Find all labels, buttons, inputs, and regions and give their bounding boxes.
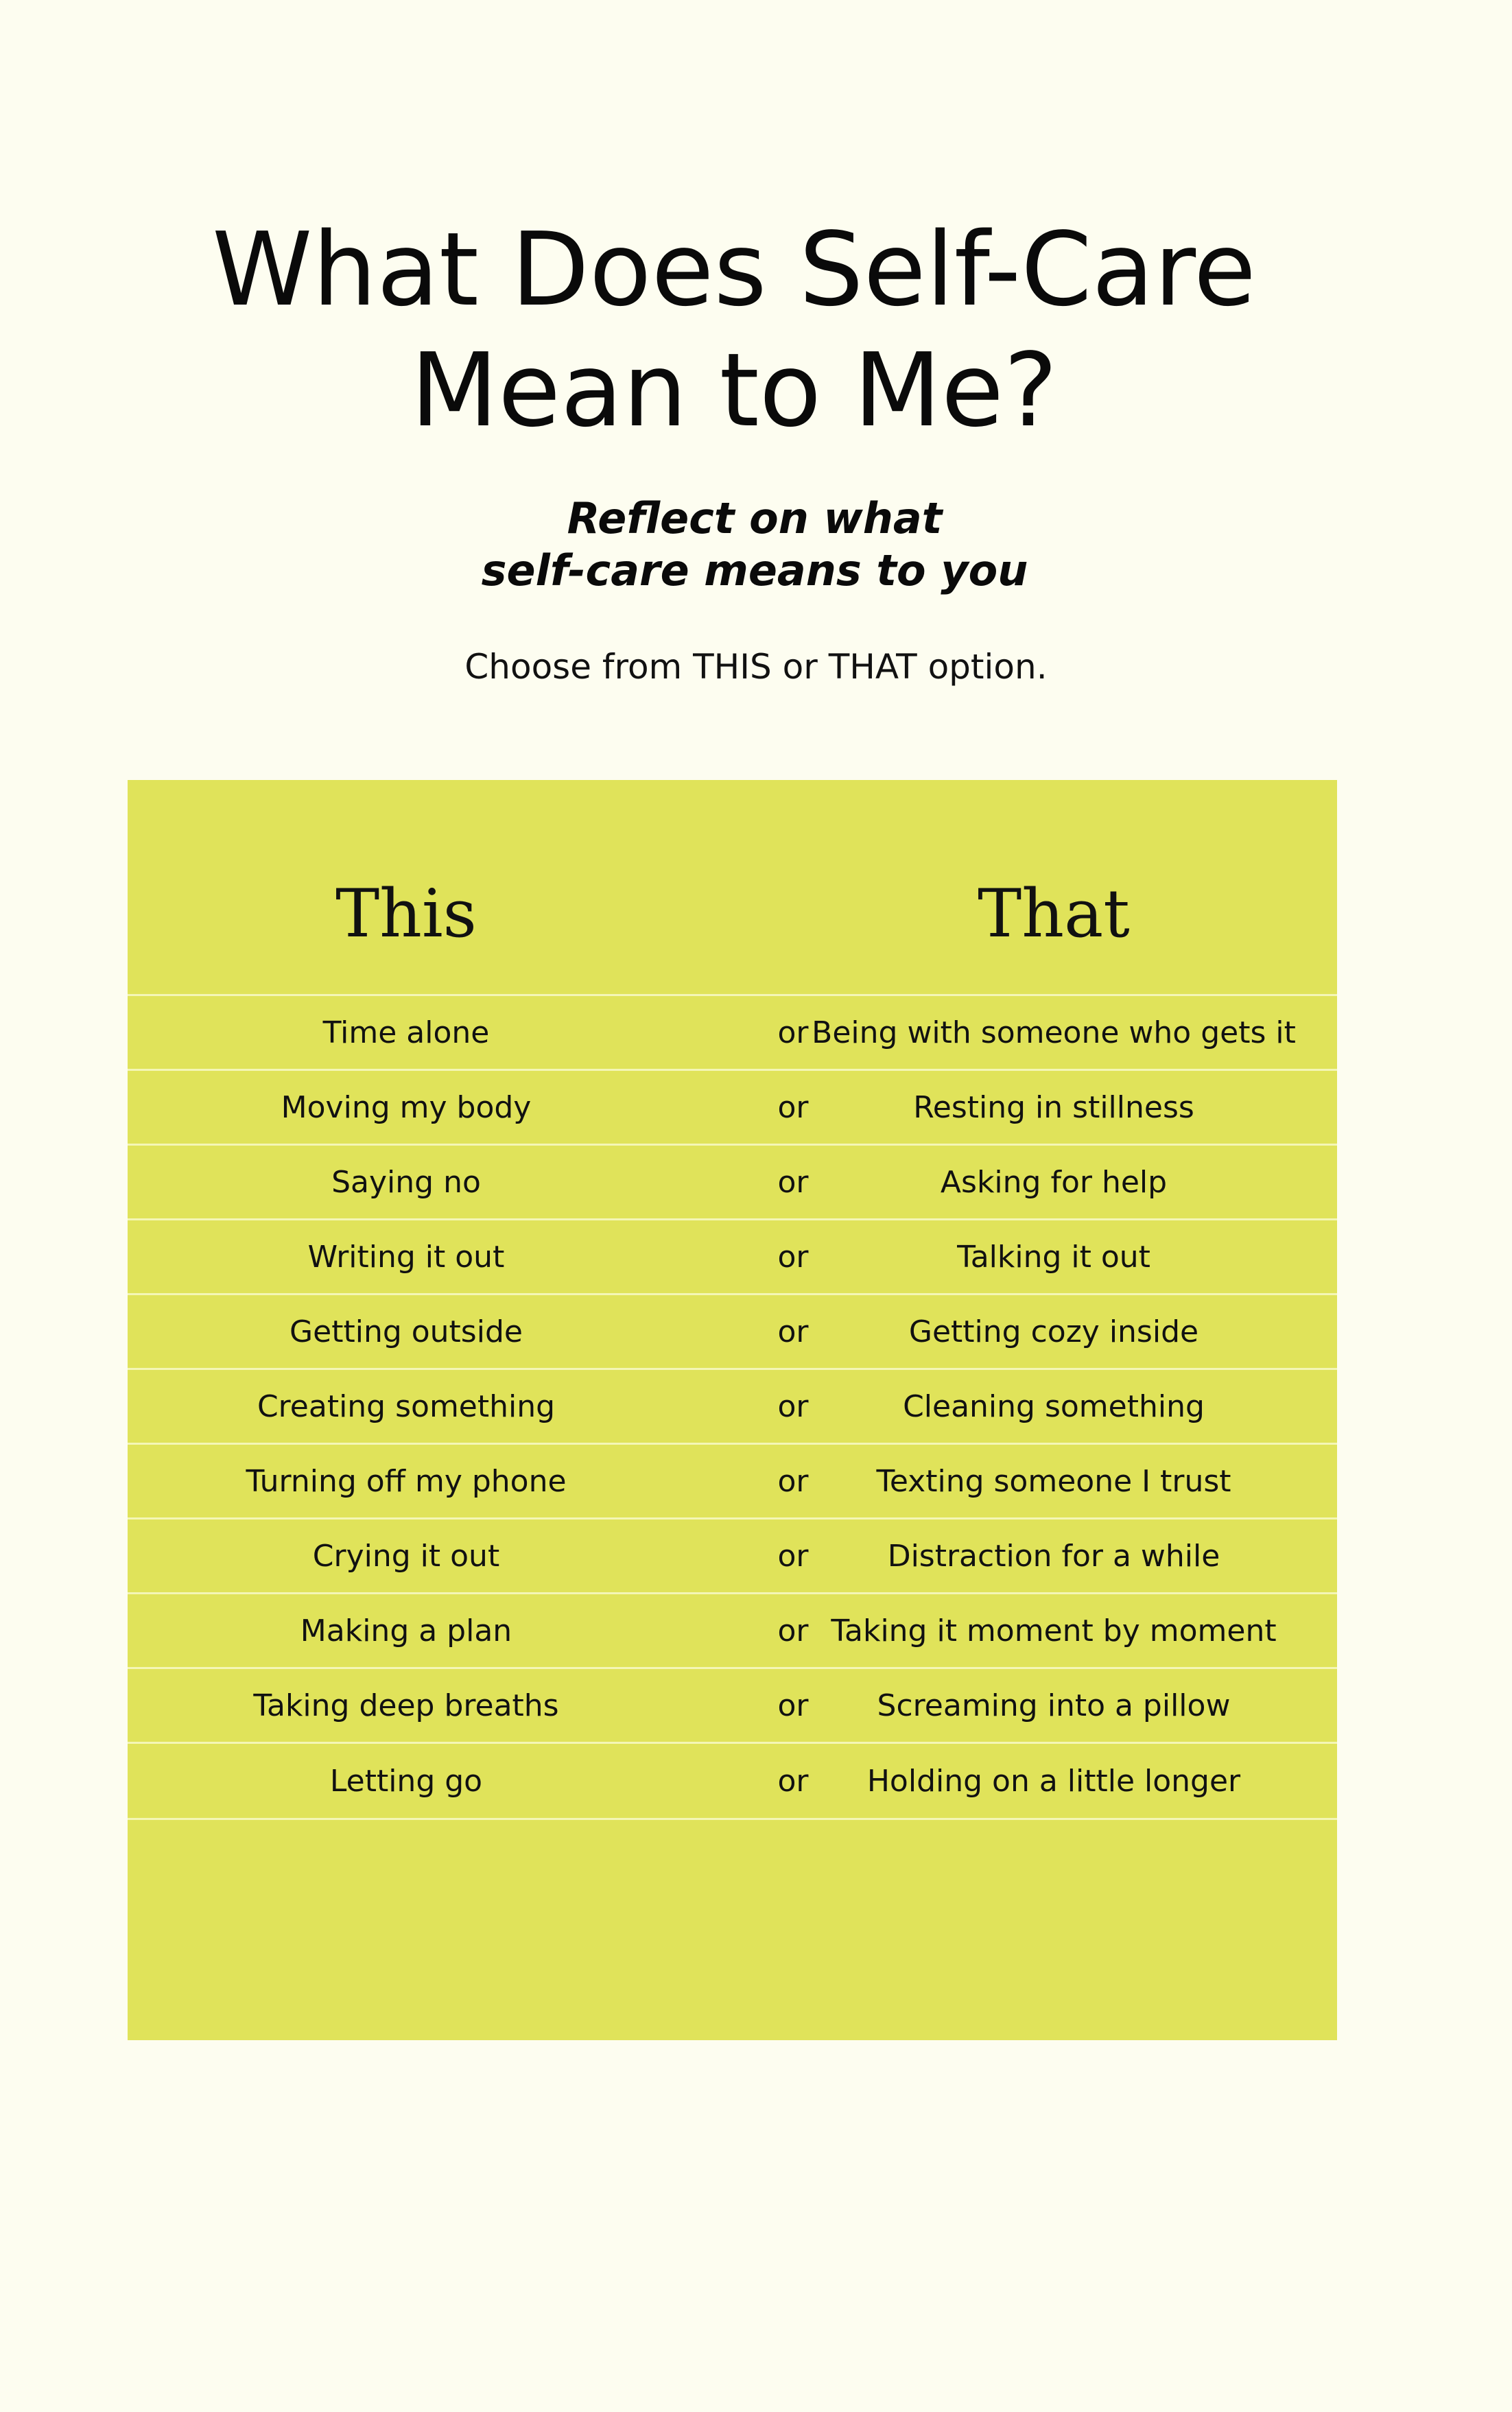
table-row bbox=[128, 1144, 1337, 1218]
or-separator: or bbox=[777, 1314, 809, 1349]
or-separator: or bbox=[777, 1089, 809, 1125]
option-that: Getting cozy inside bbox=[908, 1314, 1199, 1349]
option-that: Distraction for a while bbox=[887, 1538, 1220, 1574]
table-row bbox=[128, 1443, 1337, 1517]
page-title-line-2: Mean to Me? bbox=[410, 331, 1058, 449]
table-row bbox=[128, 1742, 1337, 1820]
subtitle-line-2: self-care means to you bbox=[481, 545, 1028, 595]
table-rows bbox=[128, 994, 1337, 1820]
or-separator: or bbox=[777, 1239, 809, 1275]
option-this: Time alone bbox=[322, 1015, 490, 1050]
subtitle bbox=[0, 493, 1509, 597]
or-separator: or bbox=[777, 1613, 809, 1648]
column-header-that: That bbox=[978, 875, 1130, 952]
or-separator: or bbox=[777, 1164, 809, 1200]
option-that: Texting someone I trust bbox=[876, 1463, 1231, 1499]
or-separator: or bbox=[777, 1688, 809, 1723]
option-that: Screaming into a pillow bbox=[877, 1688, 1231, 1723]
option-this: Creating something bbox=[257, 1388, 556, 1424]
option-this: Turning off my phone bbox=[246, 1463, 567, 1499]
table-row bbox=[128, 1218, 1337, 1293]
option-this: Making a plan bbox=[300, 1613, 512, 1648]
page-title bbox=[0, 209, 1468, 451]
option-this: Letting go bbox=[329, 1763, 483, 1799]
option-this: Getting outside bbox=[290, 1314, 523, 1349]
option-that: Holding on a little longer bbox=[866, 1763, 1241, 1799]
table-row bbox=[128, 1293, 1337, 1368]
table-row bbox=[128, 1667, 1337, 1742]
option-this: Moving my body bbox=[281, 1089, 532, 1125]
this-or-that-table bbox=[128, 780, 1337, 2040]
option-that: Being with someone who gets it bbox=[812, 1015, 1296, 1050]
subtitle-line-1: Reflect on what bbox=[567, 493, 943, 543]
option-that: Taking it moment by moment bbox=[831, 1613, 1277, 1648]
option-this: Crying it out bbox=[312, 1538, 500, 1574]
or-separator: or bbox=[777, 1763, 809, 1799]
table-row bbox=[128, 1368, 1337, 1443]
or-separator: or bbox=[777, 1463, 809, 1499]
table-row bbox=[128, 1592, 1337, 1667]
table-row bbox=[128, 1069, 1337, 1144]
instruction-text: Choose from THIS or THAT option. bbox=[464, 647, 1048, 687]
column-header-this: This bbox=[335, 875, 477, 952]
or-separator: or bbox=[777, 1015, 809, 1050]
table-row bbox=[128, 994, 1337, 1069]
option-that: Talking it out bbox=[957, 1239, 1150, 1275]
option-that: Resting in stillness bbox=[913, 1089, 1194, 1125]
table-row bbox=[128, 1517, 1337, 1592]
option-this: Writing it out bbox=[307, 1239, 505, 1275]
option-this: Saying no bbox=[331, 1164, 481, 1200]
option-that: Asking for help bbox=[940, 1164, 1168, 1200]
option-this: Taking deep breaths bbox=[253, 1688, 559, 1723]
or-separator: or bbox=[777, 1538, 809, 1574]
page-title-line-1: What Does Self-Care bbox=[212, 211, 1256, 329]
or-separator: or bbox=[777, 1388, 809, 1424]
option-that: Cleaning something bbox=[903, 1388, 1205, 1424]
